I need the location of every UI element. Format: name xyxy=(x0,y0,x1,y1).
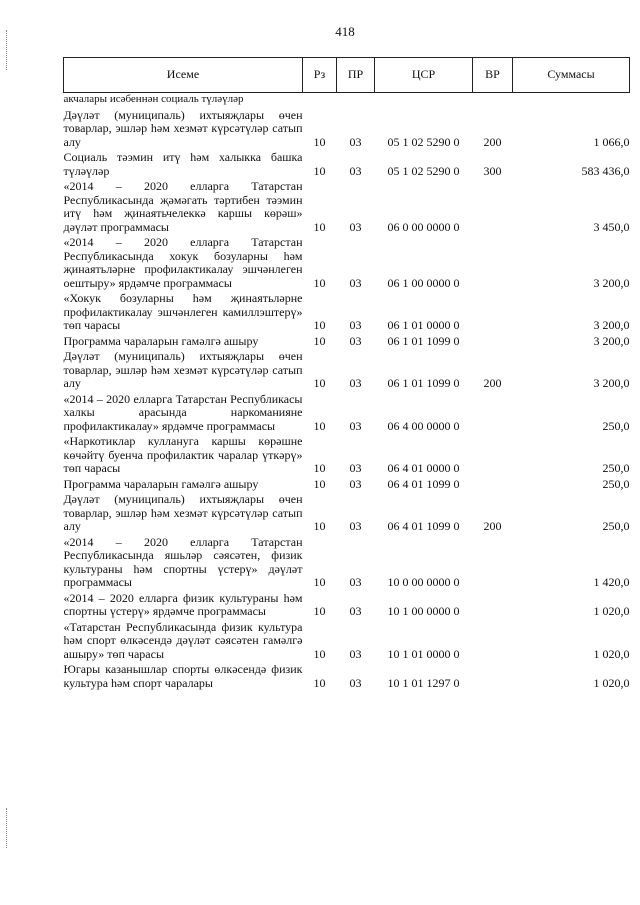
cell-name: акчалары исәбеннән социаль түләүләр xyxy=(63,93,244,105)
table-row xyxy=(64,348,630,391)
cell-pr: 03 xyxy=(349,219,362,234)
cell-name: Программа чараларын гамәлгә ашыру xyxy=(63,333,259,348)
cell-pr: 03 xyxy=(349,575,362,589)
cell-rz: 10 xyxy=(313,376,326,390)
cell-sum: 3 200,0 xyxy=(593,318,630,332)
cell-vr xyxy=(473,391,513,434)
table-row xyxy=(64,491,630,534)
cell-rz xyxy=(303,93,337,107)
table-row xyxy=(64,476,630,492)
cell-pr: 03 xyxy=(349,333,362,348)
cell-rz: 10 xyxy=(313,318,326,332)
cell-name: Дәүләт (муниципаль) ихтыяҗлары өчен товарлар, эшләр һәм хезмәт күрсәтүләр сатып алу xyxy=(63,349,303,390)
cell-vr: 200 xyxy=(483,134,502,149)
cell-sum: 3 200,0 xyxy=(593,333,630,348)
cell-pr: 03 xyxy=(349,134,362,149)
cell-vr xyxy=(473,178,513,234)
cell-sum: 1 420,0 xyxy=(593,575,630,589)
table-row xyxy=(64,534,630,590)
cell-sum xyxy=(513,93,630,107)
cell-sum: 1 066,0 xyxy=(593,134,630,149)
cell-pr: 03 xyxy=(349,163,362,178)
cell-rz: 10 xyxy=(313,646,326,661)
cell-name: «Хокук бозуларны һәм җинаятьләрне профилактикалау эшчәнлеген камиллэштерү» төп чарасы xyxy=(63,291,303,332)
cell-pr: 03 xyxy=(349,646,362,661)
cell-sum: 250,0 xyxy=(602,418,630,433)
cell-csr: 06 1 01 0000 0 xyxy=(387,318,460,332)
cell-csr: 06 4 01 0000 0 xyxy=(387,461,460,475)
scan-edge-mark-top xyxy=(6,30,9,70)
table-row xyxy=(64,619,630,662)
cell-rz: 10 xyxy=(313,675,326,690)
cell-name: Дәүләт (муниципаль) ихтыяҗлары өчен товарлар, эшләр һәм хезмәт күрсәтүләр сатып алу xyxy=(63,492,303,533)
cell-pr: 03 xyxy=(349,275,362,290)
cell-sum: 3 200,0 xyxy=(593,275,630,290)
page-number: 418 xyxy=(335,24,355,39)
cell-rz: 10 xyxy=(313,134,326,149)
header-csr: ЦСР xyxy=(375,58,473,93)
cell-name: Дәүләт (муниципаль) ихтыяҗлары өчен товарлар, эшләр һәм хезмәт күрсәтүләр сатып алу xyxy=(63,107,303,149)
cell-rz: 10 xyxy=(313,333,326,348)
table-row xyxy=(64,93,630,107)
scan-edge-mark-bottom xyxy=(6,808,9,848)
cell-sum: 1 020,0 xyxy=(593,604,630,618)
cell-csr: 06 1 01 1099 0 xyxy=(387,333,460,348)
table-body xyxy=(64,93,630,691)
cell-vr xyxy=(473,333,513,349)
cell-rz: 10 xyxy=(313,461,326,475)
table-row xyxy=(64,333,630,349)
cell-rz: 10 xyxy=(313,418,326,433)
cell-name: «Наркотиклар куллануга каршы көрәшне көчәйтү буенча профилактик чаралар үткәрү» төп чарасы xyxy=(63,434,303,475)
cell-csr: 10 1 01 0000 0 xyxy=(387,646,460,661)
cell-name: Социаль тәэмин итү һәм халыкка башка түләүләр xyxy=(63,150,303,178)
cell-vr xyxy=(473,290,513,333)
cell-csr: 10 0 00 0000 0 xyxy=(387,575,460,589)
cell-rz: 10 xyxy=(313,476,326,491)
table-row xyxy=(64,234,630,290)
cell-sum: 3 200,0 xyxy=(593,376,630,390)
cell-name: Программа чараларын гамәлгә ашыру xyxy=(63,476,259,491)
cell-sum: 250,0 xyxy=(602,461,630,475)
cell-vr xyxy=(473,534,513,590)
table-row xyxy=(64,433,630,476)
cell-csr: 06 4 00 0000 0 xyxy=(387,418,460,433)
cell-rz: 10 xyxy=(313,604,326,618)
cell-pr: 03 xyxy=(349,604,362,618)
cell-rz: 10 xyxy=(313,575,326,589)
cell-vr xyxy=(473,93,513,107)
cell-rz: 10 xyxy=(313,163,326,178)
cell-vr xyxy=(473,476,513,492)
cell-vr: 200 xyxy=(483,519,502,533)
cell-sum: 3 450,0 xyxy=(593,219,630,234)
header-sum: Суммасы xyxy=(513,58,630,93)
cell-vr xyxy=(473,590,513,619)
cell-vr: 300 xyxy=(483,163,502,178)
cell-sum: 250,0 xyxy=(602,476,630,491)
table-header xyxy=(64,58,630,93)
cell-name: Югары казанышлар спорты өлкәсендә физик культура һәм спорт чаралары xyxy=(63,662,303,690)
cell-name: «2014 – 2020 елларга Татарстан Республикасында яшьләр сәясәтен, физик культураны һәм спортны үстерү» дәүләт программасы xyxy=(63,534,303,589)
cell-pr: 03 xyxy=(349,461,362,475)
cell-rz: 10 xyxy=(313,219,326,234)
cell-csr: 10 1 01 1297 0 xyxy=(387,675,460,690)
header-name: Исеме xyxy=(64,58,303,93)
cell-name: «2014 – 2020 елларга физик культураны һәм спортны үстерү» ярдәмче программасы xyxy=(63,590,303,618)
cell-vr: 200 xyxy=(483,376,502,390)
cell-pr: 03 xyxy=(349,376,362,390)
cell-name: «Татарстан Республикасында физик культура һәм спорт өлкәсендә дәүләт сәясәтен гамәлгә ашыру» төп чарасы xyxy=(63,619,303,661)
cell-sum: 250,0 xyxy=(602,519,630,533)
cell-csr: 06 0 00 0000 0 xyxy=(387,219,460,234)
cell-csr: 06 1 01 1099 0 xyxy=(387,376,460,390)
table-row xyxy=(64,107,630,150)
cell-vr xyxy=(473,661,513,690)
table-row xyxy=(64,661,630,690)
header-vr: ВР xyxy=(473,58,513,93)
cell-pr: 03 xyxy=(349,519,362,533)
table-row xyxy=(64,178,630,234)
cell-sum: 583 436,0 xyxy=(581,163,630,178)
cell-csr: 06 4 01 1099 0 xyxy=(387,519,460,533)
table-row xyxy=(64,149,630,178)
cell-name: «2014 – 2020 елларга Татарстан Республикасында хокук бозуларны һәм җинаятьләрне профилактикалау эшчәнлеген оештыру» ярдәмче программасы xyxy=(63,235,303,290)
cell-name: «2014 – 2020 елларга Татарстан Республикасы халкы арасында наркоманияне профилактикалау» ярдәмче программасы xyxy=(63,391,303,433)
cell-sum: 1 020,0 xyxy=(593,675,630,690)
cell-vr xyxy=(473,433,513,476)
table-row xyxy=(64,290,630,333)
cell-vr xyxy=(473,619,513,662)
cell-pr: 03 xyxy=(349,476,362,491)
cell-csr: 05 1 02 5290 0 xyxy=(387,134,460,149)
cell-pr: 03 xyxy=(349,675,362,690)
cell-vr xyxy=(473,234,513,290)
cell-name: «2014 – 2020 елларга Татарстан Республикасында җәмәгать тәртибен тәэмин итү һәм җинаятьчелеккә каршы көрәш» дәүләт программасы xyxy=(63,179,303,234)
cell-rz: 10 xyxy=(313,519,326,533)
cell-csr: 06 1 00 0000 0 xyxy=(387,275,460,290)
header-rz: Рз xyxy=(303,58,337,93)
cell-rz: 10 xyxy=(313,275,326,290)
cell-csr xyxy=(375,93,473,107)
budget-table xyxy=(63,57,630,690)
cell-pr: 03 xyxy=(349,318,362,332)
cell-pr xyxy=(337,93,375,107)
cell-csr: 06 4 01 1099 0 xyxy=(387,476,460,491)
header-pr: ПР xyxy=(337,58,375,93)
cell-csr: 05 1 02 5290 0 xyxy=(387,163,460,178)
cell-pr: 03 xyxy=(349,418,362,433)
table-row xyxy=(64,590,630,619)
table-row xyxy=(64,391,630,434)
cell-sum: 1 020,0 xyxy=(593,646,630,661)
cell-csr: 10 1 00 0000 0 xyxy=(387,604,460,618)
